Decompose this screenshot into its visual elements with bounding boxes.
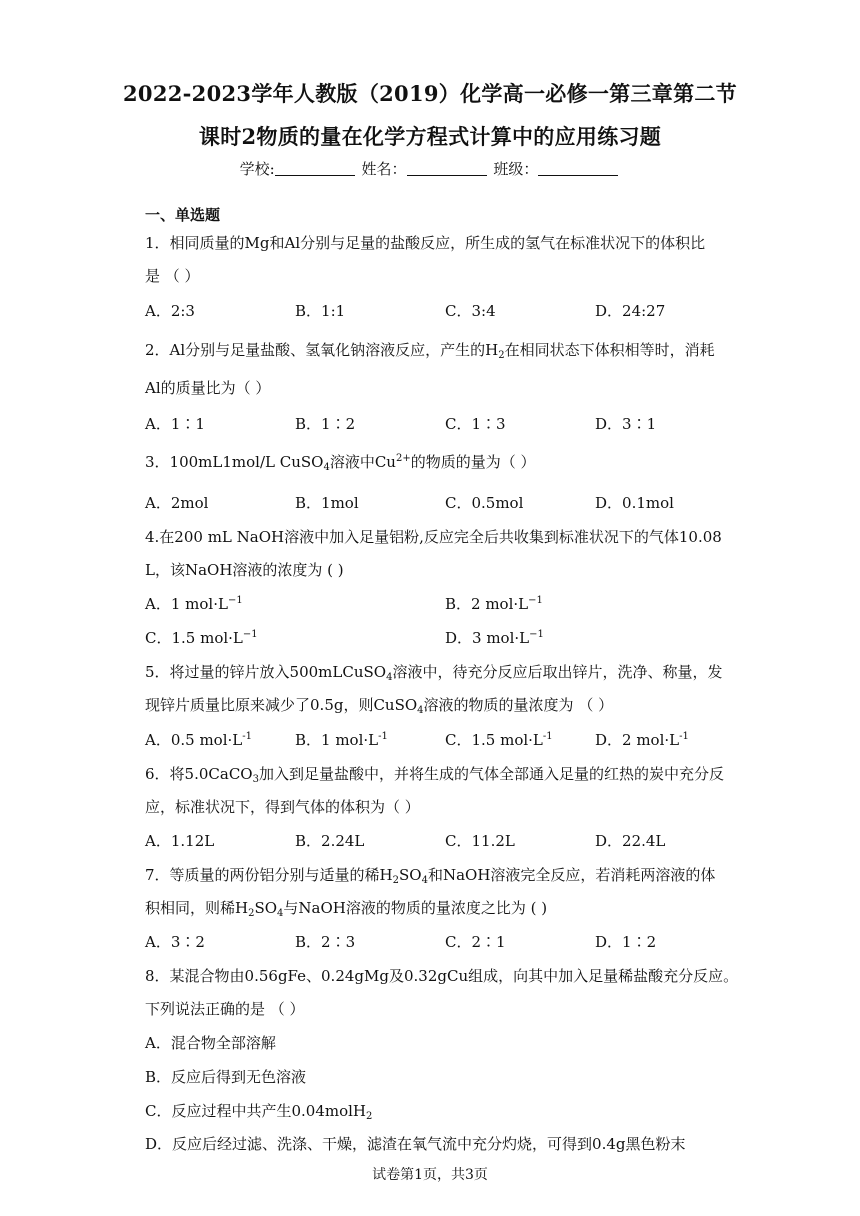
question-6-option-b[interactable]: B．2.24L — [295, 832, 365, 850]
question-4-line2: L，该NaOH溶液的浓度为 ( ) — [145, 561, 344, 579]
question-1-option-c[interactable]: C．3:4 — [445, 302, 496, 320]
question-3-option-b[interactable]: B．1mol — [295, 494, 359, 512]
question-4-option-a[interactable]: A．1 $mol\cdot L^{-1}$ — [145, 595, 243, 613]
question-7-line1: 7．等质量的两份铝分别与适量的稀$H_2SO_4$和NaOH溶液完全反应，若消耗两溶液的体 — [145, 866, 716, 886]
question-8-line2: 下列说法正确的是 （ ） — [145, 1000, 305, 1018]
page-footer: 试卷第1页，共3页 — [372, 1167, 488, 1183]
question-8-option-b[interactable]: B．反应后得到无色溶液 — [145, 1068, 307, 1086]
question-7-option-b[interactable]: B．2∶3 — [295, 933, 356, 951]
exam-title-line2: 课时2物质的量在化学方程式计算中的应用练习题 — [198, 124, 662, 149]
question-8-option-d[interactable]: D．反应后经过滤、洗涤、干燥，滤渣在氧气流中充分灼烧，可得到0.4g黑色粉末 — [145, 1135, 686, 1153]
question-1-line2: 是 （ ） — [145, 267, 200, 285]
question-6-line1: 6．将5.0CaCO$_3$加入到足量盐酸中，并将生成的气体全部通入足量的红热的炭中充分反 — [145, 765, 724, 785]
school-blank[interactable] — [275, 161, 355, 176]
question-2-option-c[interactable]: C．1∶3 — [445, 415, 506, 433]
question-1-option-b[interactable]: B．1:1 — [295, 302, 346, 320]
question-5-option-a[interactable]: A．0.5 $mol\cdot L^{-1}$ — [145, 731, 252, 749]
question-2-line2: Al的质量比为（ ） — [145, 379, 271, 397]
question-3-option-c[interactable]: C．0.5mol — [445, 494, 524, 512]
question-4-option-d[interactable]: D．3 $mol\cdot L^{-1}$ — [445, 629, 544, 647]
question-4-line1: 4.在200 mL NaOH溶液中加入足量铝粉,反应完全后共收集到标准状况下的气体10.08 — [145, 528, 722, 546]
question-4-option-b[interactable]: B．2 $mol\cdot L^{-1}$ — [445, 595, 543, 613]
question-8-line1: 8．某混合物由0.56gFe、0.24gMg及0.32gCu组成，向其中加入足量稀盐酸充分反应。 — [145, 967, 739, 985]
question-8-option-c[interactable]: C．反应过程中共产生0.04molH$_2$ — [145, 1102, 373, 1122]
class-blank[interactable] — [538, 161, 618, 176]
question-6-option-c[interactable]: C．11.2L — [445, 832, 515, 850]
question-6-option-a[interactable]: A．1.12L — [145, 832, 215, 850]
question-7-option-c[interactable]: C．2∶1 — [445, 933, 506, 951]
question-2-option-d[interactable]: D．3∶1 — [595, 415, 657, 433]
question-6-line2: 应，标准状况下，得到气体的体积为（ ） — [145, 798, 420, 816]
question-1-option-a[interactable]: A．2:3 — [145, 302, 195, 320]
question-5-option-c[interactable]: C．1.5 $mol\cdot L^{-1}$ — [445, 731, 553, 749]
question-7-line2: 积相同，则稀$H_2SO_4$与NaOH溶液的物质的量浓度之比为 ( ) — [145, 899, 548, 919]
question-8-option-a[interactable]: A．混合物全部溶解 — [145, 1034, 276, 1052]
class-label: 班级： — [493, 160, 539, 178]
question-5-option-d[interactable]: D．2 $mol\cdot L^{-1}$ — [595, 731, 689, 749]
question-1-line1: 1．相同质量的Mg和Al分别与足量的盐酸反应，所生成的氢气在标准状况下的体积比 — [145, 234, 706, 252]
student-info-line — [0, 158, 860, 179]
question-2-option-b[interactable]: B．1∶2 — [295, 415, 356, 433]
question-3-option-a[interactable]: A．2mol — [145, 494, 209, 512]
question-7-option-a[interactable]: A．3∶2 — [145, 933, 205, 951]
question-1-option-d[interactable]: D．24:27 — [595, 302, 666, 320]
question-5-line1: 5．将过量的锌片放入500mLCuSO$_4$溶液中，待充分反应后取出锌片，洗净、称量，发 — [145, 663, 723, 683]
question-7-option-d[interactable]: D．1∶2 — [595, 933, 657, 951]
question-2-line1: 2．Al分别与足量盐酸、氢氧化钠溶液反应，产生的$H_2$在相同状态下体积相等时，消耗 — [145, 341, 715, 361]
name-blank[interactable] — [407, 161, 487, 176]
school-label: 学校: — [239, 160, 275, 178]
question-4-option-c[interactable]: C．1.5 $mol\cdot L^{-1}$ — [145, 629, 258, 647]
question-5-line2: 现锌片质量比原来减少了0.5g，则CuSO$_4$溶液的物质的量浓度为 （ ） — [145, 696, 614, 716]
question-3: 3．100mL1mol/L CuSO$_4$溶液中$Cu^{2+}$的物质的量为（ ） — [145, 453, 536, 473]
exam-title-line1: 2022-2023学年人教版（2019）化学高一必修一第三章第二节 — [123, 81, 737, 106]
question-5-option-b[interactable]: B．1 $mol\cdot L^{-1}$ — [295, 731, 388, 749]
question-2-option-a[interactable]: A．1∶1 — [145, 415, 205, 433]
section-title: 一、单选题 — [145, 206, 221, 224]
question-6-option-d[interactable]: D．22.4L — [595, 832, 666, 850]
name-label: 姓名： — [361, 160, 407, 178]
question-3-option-d[interactable]: D．0.1mol — [595, 494, 674, 512]
